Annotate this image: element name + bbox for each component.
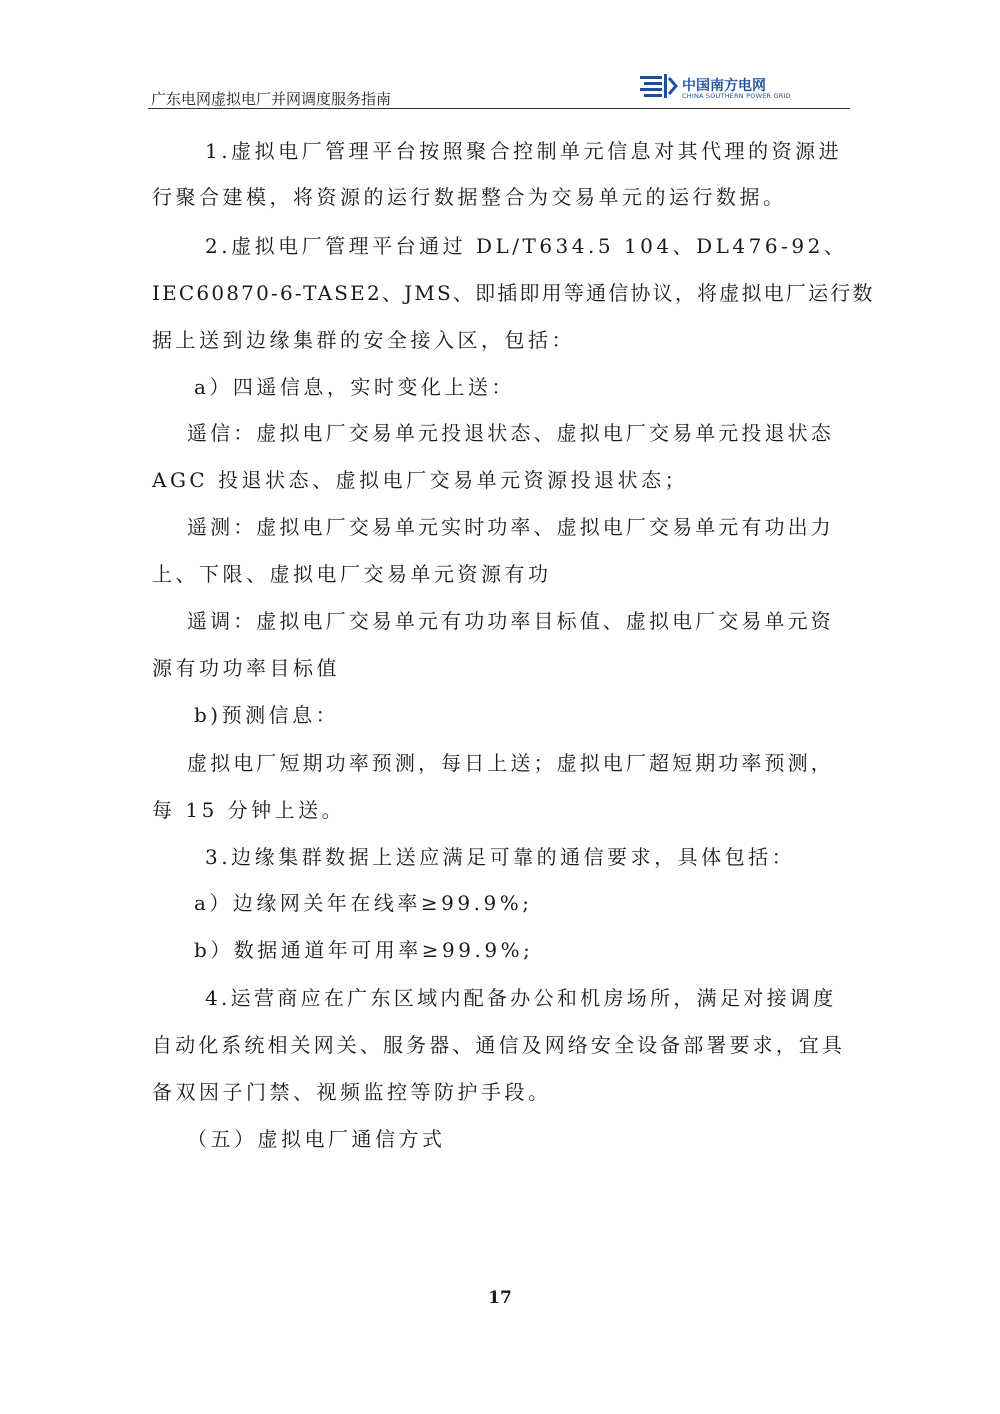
body-line-13: b)预测信息： [194,703,340,727]
body-line-11: 遥调：虚拟电厂交易单元有功功率目标值、虚拟电厂交易单元资 [187,609,834,633]
company-logo [638,72,808,102]
body-line-6: a）四遥信息，实时变化上送： [194,375,515,399]
header-divider [148,108,850,109]
header-title: 广东电网虚拟电厂并网调度服务指南 [151,90,392,108]
body-line-9: 遥测：虚拟电厂交易单元实时功率、虚拟电厂交易单元有功出力 [187,515,834,539]
body-line-7: 遥信：虚拟电厂交易单元投退状态、虚拟电厂交易单元投退状态 [187,421,834,445]
body-line-18: b）数据通道年可用率≥99.9%; [194,938,534,962]
body-line-4: IEC60870-6-TASE2、JMS、即插即用等通信协议，将虚拟电厂运行数 [152,281,875,305]
logo-chinese-name: 中国南方电网 [682,78,766,94]
logo-english-name: CHINA SOUTHERN POWER GRID [682,92,791,100]
body-line-15: 每 15 分钟上送。 [152,798,346,822]
body-line-17: a）边缘网关年在线率≥99.9%; [194,891,533,915]
body-line-5: 据上送到边缘集群的安全接入区，包括： [152,328,575,352]
body-line-19: 4.运营商应在广东区域内配备办公和机房场所，满足对接调度 [205,986,837,1010]
body-line-20: 自动化系统相关网关、服务器、通信及网络安全设备部署要求，宜具 [152,1033,845,1057]
power-grid-logo-icon [638,72,678,100]
body-line-14: 虚拟电厂短期功率预测，每日上送；虚拟电厂超短期功率预测， [187,751,834,775]
body-line-16: 3.边缘集群数据上送应满足可靠的通信要求，具体包括： [205,845,796,869]
body-line-8: AGC 投退状态、虚拟电厂交易单元资源投退状态； [152,468,689,492]
body-line-12: 源有功功率目标值 [152,656,340,680]
body-line-1: 1.虚拟电厂管理平台按照聚合控制单元信息对其代理的资源进 [205,139,843,163]
body-line-21: 备双因子门禁、视频监控等防护手段。 [152,1080,552,1104]
body-line-3: 2.虚拟电厂管理平台通过 DL/T634.5 104、DL476-92、 [205,234,848,258]
body-line-2: 行聚合建模，将资源的运行数据整合为交易单元的运行数据。 [152,185,787,209]
section-heading: （五）虚拟电厂通信方式 [187,1127,446,1151]
page-number: 17 [488,1288,512,1308]
body-line-10: 上、下限、虚拟电厂交易单元资源有功 [152,562,552,586]
